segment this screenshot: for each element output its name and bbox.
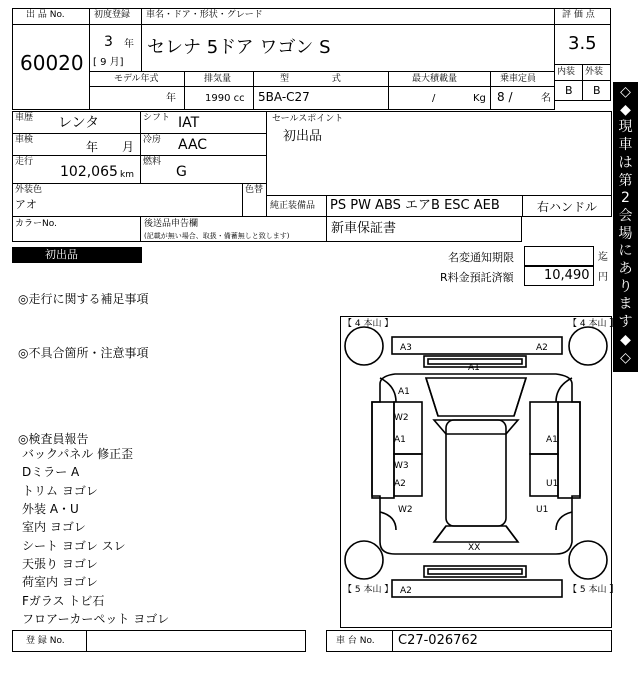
exterior-grade-label: 外装 (585, 67, 604, 77)
model-year-label: モデル年式 (114, 74, 159, 84)
registration-month: [ 9 月] (93, 57, 124, 68)
damage-mark: A3 (400, 343, 412, 353)
recycle-fee-label: R料金預託済額 (440, 271, 514, 284)
displacement: 1990 cc (205, 93, 245, 104)
inspector-line: Fガラス トビ石 (22, 594, 105, 608)
recycle-fee-unit: 円 (598, 272, 608, 283)
fuel-label: 燃料 (143, 157, 162, 167)
grade-divider-vertical (582, 64, 583, 101)
equipment-label: 純正装備品 (270, 201, 316, 211)
tire-front-right-icon (569, 327, 607, 365)
registration-no-divider (86, 630, 87, 652)
mileage-unit: km (120, 170, 134, 180)
registration-no-label: 登 録 No. (26, 636, 65, 646)
rear-wheel-arch-icon (380, 512, 396, 530)
damage-mark: A1 (546, 435, 558, 445)
color-docs-divider (140, 216, 141, 242)
tire-rear-right-label: 【 5 本山 】 (568, 585, 619, 595)
registration-year-unit: 年 (124, 39, 134, 50)
steering-value: 右ハンドル (537, 200, 598, 214)
hood-icon (426, 378, 526, 416)
color-change-label: 色替 (245, 185, 264, 195)
spec-row-divider (89, 86, 555, 87)
defect-notes-title: ◎不具合箇所・注意事項 (18, 346, 149, 360)
inspection-month-unit: 月 (122, 140, 135, 154)
first-listing-tag-text: 初出品 (45, 248, 78, 261)
banner-char: ◆ (620, 101, 631, 118)
rear-panel-icon (424, 566, 526, 577)
max-load-label: 最大積載量 (412, 74, 458, 84)
tire-front-right-label: 【 4 本山 】 (568, 319, 619, 329)
banner-char: ◇ (620, 84, 631, 100)
roof-icon (446, 420, 506, 526)
docs-note: (記載が無い場合、取扱・備蓄無しと致します) (144, 232, 290, 240)
damage-mark: A2 (394, 479, 406, 489)
banner-char: ◇ (620, 349, 631, 366)
lot-label-divider (12, 24, 90, 25)
model-code: 5BA-C27 (258, 90, 310, 104)
inspector-line: 外装 A・U (22, 502, 79, 516)
inspector-line: 室内 ヨゴレ (22, 520, 86, 534)
color-no-label: カラーNo. (15, 219, 57, 229)
banner-char: 2 (621, 190, 630, 207)
exterior-color-label: 外装色 (15, 185, 43, 195)
banner-char: は (618, 154, 633, 171)
car-name-label: 車名・ドア・形状・グレード (146, 10, 263, 20)
model-year-unit: 年 (166, 93, 176, 104)
shift-value: IAT (178, 115, 200, 131)
sales-point-label: セールスポイント (272, 114, 344, 124)
banner-char: に (618, 243, 633, 260)
lot-number: 60020 (20, 51, 84, 75)
damage-mark: U1 (536, 505, 549, 515)
inspector-line: 荷室内 ヨゴレ (22, 575, 98, 589)
rear-bumper-icon (392, 580, 562, 597)
capacity: 8 / (497, 90, 513, 104)
rating-score: 3.5 (568, 33, 597, 54)
interior-grade: B (565, 84, 573, 97)
banner-char: ◆ (620, 331, 631, 348)
damage-mark: W2 (398, 505, 413, 515)
banner-char: 会 (618, 207, 633, 224)
spec-col-1 (184, 71, 185, 110)
tire-front-left-icon (345, 327, 383, 365)
rating-label: 評 価 点 (562, 10, 595, 20)
vehicle-outline-diagram (340, 316, 619, 628)
banner-char: 車 (618, 137, 633, 154)
tire-front-left-label: 【 4 本山 】 (343, 319, 394, 329)
damage-mark: U1 (546, 479, 559, 489)
inspector-line: Dミラー A (22, 465, 80, 479)
chassis-no-value: C27-026762 (398, 633, 478, 648)
chassis-no-label: 車 台 No. (336, 636, 375, 646)
details-col-divider (140, 111, 141, 183)
spec-col-4 (490, 71, 491, 110)
sales-point-value: 初出品 (283, 129, 323, 144)
inspector-line: シート ヨゴレ スレ (22, 539, 126, 553)
color-change-divider (242, 183, 243, 217)
rear-glass-icon (434, 526, 518, 542)
damage-mark: A2 (536, 343, 548, 353)
name-change-deadline-label: 名変通知期限 (448, 251, 514, 264)
equipment-steering-divider (522, 195, 523, 217)
inspection-year-unit: 年 (86, 140, 99, 154)
capacity-unit: 名 (541, 93, 551, 104)
spec-col-3 (388, 71, 389, 110)
inspection-label: 車検 (15, 135, 34, 145)
fuel-value: G (176, 164, 187, 180)
damage-mark: W3 (394, 461, 409, 471)
history-label: 車歴 (15, 113, 34, 123)
shift-label: シフト (143, 113, 171, 123)
inspector-report-title: ◎検査員報告 (18, 432, 89, 446)
right-front-door-icon (530, 402, 558, 454)
recycle-fee-value: 10,490 (544, 268, 590, 283)
banner-char: 場 (618, 225, 633, 242)
damage-mark: A1 (394, 435, 406, 445)
chassis-no-divider (392, 630, 393, 652)
ac-value: AAC (178, 137, 208, 153)
name-change-deadline-suffix: 迄 (598, 252, 608, 263)
inspector-line: トリム ヨゴレ (22, 484, 98, 498)
tire-rear-left-icon (345, 541, 383, 579)
registration-year: 3 (104, 34, 113, 50)
tire-rear-right-icon (569, 541, 607, 579)
damage-mark: XX (468, 543, 481, 553)
tire-rear-left-label: 【 5 本山 】 (343, 585, 394, 595)
inspector-line: バックパネル 修正歪 (22, 447, 134, 461)
front-wheel-arch-icon (380, 378, 396, 402)
mileage-label: 走行 (15, 157, 34, 167)
ac-label: 冷房 (143, 135, 162, 145)
lot-label: 出 品 No. (26, 10, 65, 20)
spec-col-2 (253, 71, 254, 110)
mileage-value: 102,065 (60, 164, 118, 180)
driving-notes-title: ◎走行に関する補足事項 (18, 292, 149, 306)
max-load-unit: Kg (473, 93, 486, 104)
name-change-deadline-box (524, 246, 594, 266)
car-name: セレナ 5ドア ワゴン S (147, 37, 331, 58)
banner-char: あ (618, 261, 633, 278)
rating-divider (554, 24, 611, 25)
history-value: レンタ (58, 115, 100, 131)
banner-char: す (618, 314, 633, 331)
capacity-label: 乗車定員 (500, 74, 537, 84)
damage-mark: A1 (468, 363, 480, 373)
right-rear-door-icon (530, 454, 558, 496)
first-registration-label: 初度登録 (94, 10, 131, 20)
damage-mark: A2 (400, 586, 412, 596)
details-row-3 (12, 183, 267, 184)
damage-mark: W2 (394, 413, 409, 423)
left-front-door-icon (394, 402, 422, 454)
inspector-line: フロアーカーペット ヨゴレ (22, 612, 170, 626)
banner-char: り (618, 278, 633, 295)
banner-char: 現 (618, 119, 633, 136)
banner-char: ま (618, 296, 633, 313)
exterior-color-value: アオ (15, 198, 37, 211)
right-fender-icon (558, 402, 580, 498)
left-fender-icon (372, 402, 394, 498)
banner-char: 第 (618, 172, 633, 189)
model-code-label: 型 式 (280, 74, 341, 84)
exterior-grade: B (593, 84, 601, 97)
max-load-separator: / (432, 93, 436, 104)
displacement-label: 排気量 (204, 74, 232, 84)
equipment-value: PS PW ABS エアB ESC AEB (330, 198, 500, 213)
damage-mark: A1 (398, 387, 410, 397)
docs-label: 後送品申告欄 (144, 219, 199, 229)
warranty-value: 新車保証書 (331, 221, 397, 236)
inspector-line: 天張り ヨゴレ (22, 557, 98, 571)
interior-grade-label: 内装 (557, 67, 576, 77)
